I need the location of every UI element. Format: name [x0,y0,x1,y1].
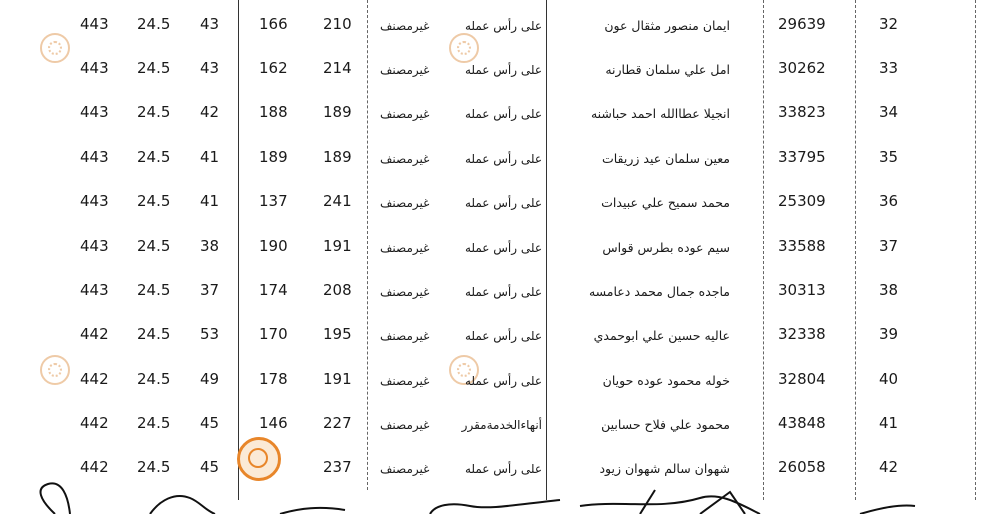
table-row [0,361,989,405]
table-row [0,405,989,449]
years-cell: 53 [200,325,220,343]
sequence-cell: 37 [879,237,899,255]
status-cell: على رأس عمله [464,196,542,210]
rate-cell: 24.5 [137,281,171,299]
rate-cell: 24.5 [137,237,171,255]
id-cell: 33823 [778,103,826,121]
years-cell: 43 [200,15,220,33]
total-cell: 443 [80,103,109,121]
total-cell: 443 [80,281,109,299]
name-cell: امل علي سلمان قطارنه [605,62,730,77]
handwritten-signatures [0,470,989,514]
signature-stroke [280,508,345,514]
classification-cell: غيرمصنف [380,107,430,121]
rate-cell: 24.5 [137,325,171,343]
sequence-cell: 36 [879,192,899,210]
rate-cell: 24.5 [137,103,171,121]
table-row [0,316,989,360]
signature-stroke [580,496,760,514]
years-cell: 41 [200,192,220,210]
score-a-cell: 188 [259,103,288,121]
signature-stroke [640,490,655,514]
sequence-cell: 34 [879,103,899,121]
signature-stroke [860,505,915,514]
score-b-cell: 237 [323,458,352,476]
classification-cell: غيرمصنف [380,285,430,299]
sequence-cell: 33 [879,59,899,77]
id-cell: 33588 [778,237,826,255]
sequence-cell: 39 [879,325,899,343]
status-cell: على رأس عمله [464,63,542,77]
score-a-cell: 170 [259,325,288,343]
name-cell: ماجده جمال محمد دعامسه [588,284,730,299]
years-cell: 41 [200,148,220,166]
sequence-cell: 35 [879,148,899,166]
table-row [0,139,989,183]
score-a-cell: 146 [259,414,288,432]
name-cell: سيم عوده بطرس قواس [602,240,730,255]
score-b-cell: 191 [323,237,352,255]
years-cell: 38 [200,237,220,255]
classification-cell: غيرمصنف [380,63,430,77]
signature-stroke [430,500,560,514]
status-cell: على رأس عمله [464,107,542,121]
years-cell: 43 [200,59,220,77]
name-cell: ايمان منصور مثقال عون [604,18,730,33]
rate-cell: 24.5 [137,192,171,210]
id-cell: 29639 [778,15,826,33]
years-cell: 49 [200,370,220,388]
score-b-cell: 195 [323,325,352,343]
score-b-cell: 227 [323,414,352,432]
classification-cell: غيرمصنف [380,196,430,210]
classification-cell: غيرمصنف [380,241,430,255]
classification-cell: غيرمصنف [380,418,430,432]
rate-cell: 24.5 [137,370,171,388]
id-cell: 26058 [778,458,826,476]
name-cell: محمد سميح علي عبيدات [601,195,730,210]
id-cell: 32804 [778,370,826,388]
classification-cell: غيرمصنف [380,329,430,343]
total-cell: 443 [80,237,109,255]
sequence-cell: 32 [879,15,899,33]
years-cell: 45 [200,414,220,432]
classification-cell: غيرمصنف [380,462,430,476]
rate-cell: 24.5 [137,414,171,432]
id-cell: 30262 [778,59,826,77]
classification-cell: غيرمصنف [380,19,430,33]
score-a-cell: 166 [259,15,288,33]
total-cell: 443 [80,59,109,77]
total-cell: 442 [80,370,109,388]
name-cell: شهوان سالم شهوان زيود [599,461,730,476]
score-a-cell: 189 [259,148,288,166]
name-cell: معين سلمان عيد زريقات [601,151,730,166]
signature-stroke [700,492,745,514]
status-cell: أنهاءالخدمةمقرر [461,418,542,432]
status-cell: على رأس عمله [464,152,542,166]
table-row [0,50,989,94]
id-cell: 32338 [778,325,826,343]
score-a-cell: 190 [259,237,288,255]
name-cell: انجيلا عطاالله احمد حباشنه [590,106,730,121]
classification-cell: غيرمصنف [380,152,430,166]
sequence-cell: 40 [879,370,899,388]
sequence-cell: 41 [879,414,899,432]
table-row [0,183,989,227]
name-cell: عاليه حسين علي ابوحمدي [593,328,730,343]
id-cell: 25309 [778,192,826,210]
score-b-cell: 189 [323,148,352,166]
name-cell: خوله محمود عوده حويان [602,373,730,388]
rate-cell: 24.5 [137,458,171,476]
total-cell: 443 [80,148,109,166]
id-cell: 43848 [778,414,826,432]
table-row [0,94,989,138]
status-cell: على رأس عمله [464,19,542,33]
score-b-cell: 241 [323,192,352,210]
total-cell: 442 [80,325,109,343]
total-cell: 443 [80,15,109,33]
score-a-cell: 178 [259,370,288,388]
years-cell: 42 [200,103,220,121]
signature-stroke [150,496,215,514]
id-cell: 30313 [778,281,826,299]
rate-cell: 24.5 [137,59,171,77]
status-cell: على رأس عمله [464,374,542,388]
years-cell: 37 [200,281,220,299]
total-cell: 443 [80,192,109,210]
table-row [0,272,989,316]
id-cell: 33795 [778,148,826,166]
status-cell: على رأس عمله [464,241,542,255]
status-cell: على رأس عمله [464,329,542,343]
table-row [0,6,989,50]
score-a-cell: 174 [259,281,288,299]
table-row [0,228,989,272]
signature-stroke [41,483,70,514]
rate-cell: 24.5 [137,148,171,166]
score-b-cell: 210 [323,15,352,33]
score-a-cell: 137 [259,192,288,210]
score-a-cell: 162 [259,59,288,77]
score-b-cell: 189 [323,103,352,121]
sequence-cell: 38 [879,281,899,299]
status-cell: على رأس عمله [464,285,542,299]
classification-cell: غيرمصنف [380,374,430,388]
rate-cell: 24.5 [137,15,171,33]
status-cell: على رأس عمله [464,462,542,476]
years-cell: 45 [200,458,220,476]
sequence-cell: 42 [879,458,899,476]
total-cell: 442 [80,458,109,476]
total-cell: 442 [80,414,109,432]
score-b-cell: 191 [323,370,352,388]
score-b-cell: 208 [323,281,352,299]
score-b-cell: 214 [323,59,352,77]
name-cell: محمود علي فلاح حسابين [601,417,730,432]
